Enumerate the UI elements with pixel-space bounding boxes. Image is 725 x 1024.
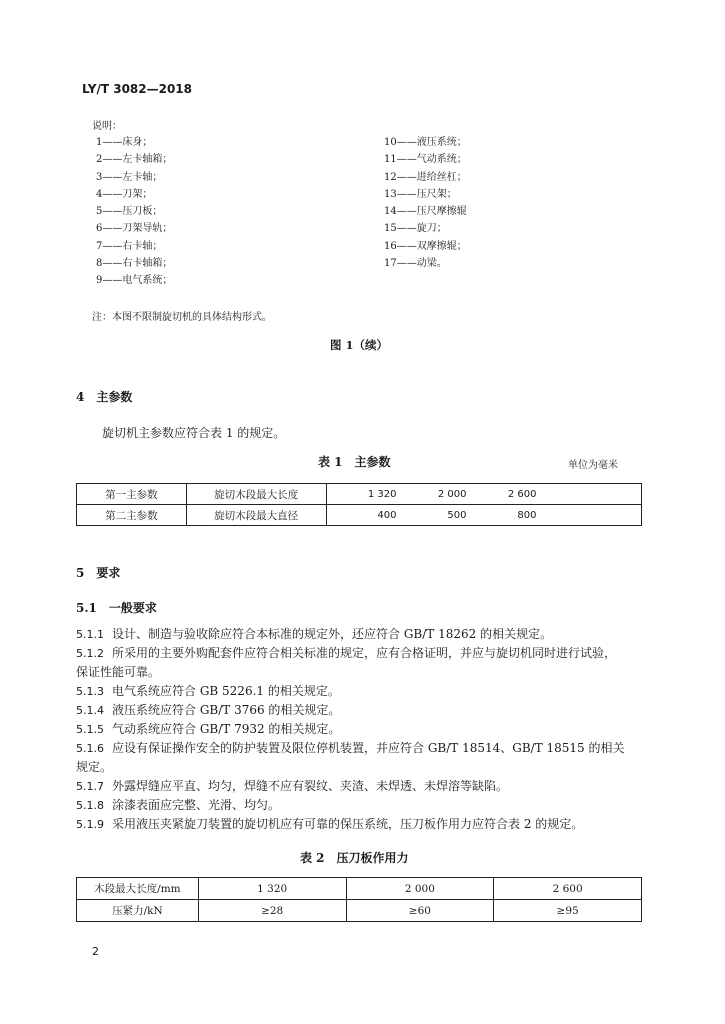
clause-text: 规定。 xyxy=(76,760,113,774)
clause-number: 5.1.8 xyxy=(76,799,104,812)
clause-5-1-2-cont xyxy=(76,663,642,682)
table-row xyxy=(77,484,642,505)
header-cell: 2 600 xyxy=(494,878,642,900)
clause-text: 外露焊缝应平直、均匀，焊缝不应有裂纹、夹渣、未焊透、未焊溶等缺陷。 xyxy=(112,779,509,793)
clause-text: 电气系统应符合 GB 5226.1 的相关规定。 xyxy=(112,684,340,698)
clause-text: 涂漆表面应完整、光滑、均匀。 xyxy=(112,798,281,812)
clause-text: 保证性能可靠。 xyxy=(76,665,161,679)
legend-item: 7——右卡轴； xyxy=(96,240,163,252)
value-cell: 500 xyxy=(447,509,467,521)
header-cell: 1 320 xyxy=(198,878,346,900)
param-values xyxy=(326,505,642,526)
page-number: 2 xyxy=(92,945,99,958)
blade-press-force-table xyxy=(76,877,642,922)
value-cell: ≥95 xyxy=(494,900,642,922)
value-cell: 400 xyxy=(377,509,397,521)
clause-5-1-4 xyxy=(76,701,642,721)
legend-item: 11——气动系统； xyxy=(384,154,467,166)
legend-item: 12——进给丝杠； xyxy=(384,171,467,183)
section-4-heading: 4 主参数 xyxy=(76,390,133,404)
value-cell: 2 000 xyxy=(437,488,467,500)
header-cell: 2 000 xyxy=(346,878,494,900)
legend-item: 2——左卡轴箱； xyxy=(96,154,173,166)
legend-right-column xyxy=(384,134,467,272)
table-1-unit: 单位为毫米 xyxy=(568,460,618,471)
legend-item: 9——电气系统； xyxy=(96,275,173,287)
clause-number: 5.1.9 xyxy=(76,818,104,831)
row-label: 压紧力/kN xyxy=(77,900,199,922)
param-name: 旋切木段最大直径 xyxy=(186,505,326,526)
table-2-caption: 表 2 压刀板作用力 xyxy=(300,851,409,865)
param-label: 第二主参数 xyxy=(77,505,187,526)
clause-text: 采用液压夹紧旋刀装置的旋切机应有可靠的保压系统，压刀板作用力应符合表 2 的规定。 xyxy=(112,817,584,831)
param-name: 旋切木段最大长度 xyxy=(186,484,326,505)
clause-number: 5.1.2 xyxy=(76,647,104,660)
document-code: LY/T 3082—2018 xyxy=(82,82,193,96)
value-cell: 800 xyxy=(517,509,537,521)
figure-caption: 图 1（续） xyxy=(330,338,389,352)
figure-note: 注：本图不限制旋切机的具体结构形式。 xyxy=(92,312,272,323)
clause-number: 5.1.1 xyxy=(76,628,104,641)
legend-left-column xyxy=(96,134,172,290)
legend-item: 8——右卡轴箱； xyxy=(96,258,173,270)
value-cell: ≥60 xyxy=(346,900,494,922)
clause-number: 5.1.5 xyxy=(76,723,104,736)
clause-text: 应设有保证操作安全的防护装置及限位停机装置，并应符合 GB/T 18514、GB/T 18515 的相关 xyxy=(112,741,625,755)
table-row xyxy=(77,505,642,526)
main-parameters-table xyxy=(76,483,642,526)
legend-item: 14——压尺摩擦辊 xyxy=(384,206,467,218)
section-4-text: 旋切机主参数应符合表 1 的规定。 xyxy=(102,426,286,440)
value-cell: 2 600 xyxy=(507,488,537,500)
legend-item: 4——刀架； xyxy=(96,188,153,200)
clause-5-1-6 xyxy=(76,739,642,759)
clause-text: 所采用的主要外购配套件应符合相关标准的规定，应有合格证明，并应与旋切机同时进行试验， xyxy=(112,646,617,660)
legend-item: 10——液压系统； xyxy=(384,137,467,148)
clause-5-1-3 xyxy=(76,682,642,702)
value-cell: ≥28 xyxy=(198,900,346,922)
table-row xyxy=(77,900,642,922)
legend-item: 1——床身； xyxy=(96,137,153,148)
clause-5-1-1 xyxy=(76,625,642,645)
legend-title: 说明： xyxy=(92,121,122,132)
clause-5-1-5 xyxy=(76,720,642,740)
legend-item: 13——压尺架； xyxy=(384,188,457,200)
clause-number: 5.1.7 xyxy=(76,780,104,793)
legend-item: 6——刀架导轨； xyxy=(96,223,173,235)
legend-item: 16——双摩擦辊； xyxy=(384,240,467,252)
clause-text: 气动系统应符合 GB/T 7932 的相关规定。 xyxy=(112,722,341,736)
clause-text: 设计、制造与验收除应符合本标准的规定外，还应符合 GB/T 18262 的相关规定。 xyxy=(112,627,553,641)
clause-5-1-6-cont xyxy=(76,758,642,777)
param-values xyxy=(326,484,642,505)
header-cell: 木段最大长度/mm xyxy=(77,878,199,900)
legend-item: 17——动梁。 xyxy=(384,258,447,270)
clause-number: 5.1.6 xyxy=(76,742,104,755)
table-1-caption: 表 1 主参数 xyxy=(318,455,391,469)
legend-item: 3——左卡轴； xyxy=(96,171,163,183)
clause-number: 5.1.3 xyxy=(76,685,104,698)
section-5-1-heading: 5.1 一般要求 xyxy=(76,601,157,615)
clause-5-1-7 xyxy=(76,777,642,797)
clause-5-1-9 xyxy=(76,815,642,835)
clause-5-1-8 xyxy=(76,796,642,816)
param-label: 第一主参数 xyxy=(77,484,187,505)
legend-item: 15——旋刀； xyxy=(384,223,447,235)
clause-5-1-2 xyxy=(76,644,642,664)
clause-text: 液压系统应符合 GB/T 3766 的相关规定。 xyxy=(112,703,341,717)
section-5-heading: 5 要求 xyxy=(76,566,121,580)
legend-item: 5——压刀板； xyxy=(96,206,163,218)
clause-number: 5.1.4 xyxy=(76,704,104,717)
table-header-row xyxy=(77,878,642,900)
value-cell: 1 320 xyxy=(367,488,397,500)
